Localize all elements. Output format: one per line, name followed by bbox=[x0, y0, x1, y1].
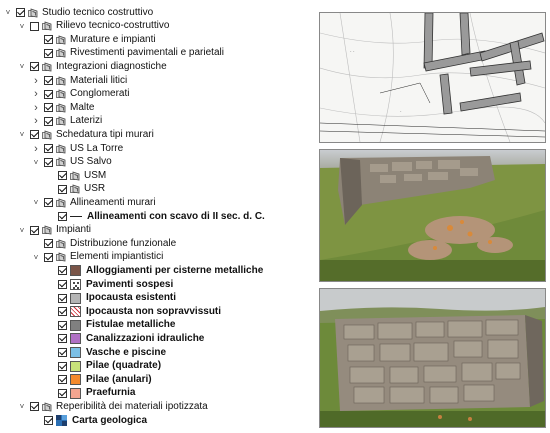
fill-symbol-icon bbox=[70, 293, 81, 304]
tree-spacer bbox=[46, 348, 54, 358]
chevron-down-icon[interactable]: ˅ bbox=[19, 21, 25, 31]
layer-visibility-checkbox[interactable] bbox=[44, 49, 53, 58]
layer-row[interactable] bbox=[46, 373, 152, 386]
layer-label: Canalizzazioni idrauliche bbox=[86, 332, 205, 344]
tree-spacer bbox=[32, 35, 40, 45]
wall-ruins-photo bbox=[319, 149, 546, 282]
layer-label: Distribuzione funzionale bbox=[70, 237, 177, 249]
fill-symbol-icon bbox=[70, 347, 81, 358]
layer-group-icon bbox=[56, 198, 66, 208]
chevron-down-icon[interactable]: ˅ bbox=[33, 198, 39, 208]
layer-row[interactable] bbox=[32, 115, 102, 128]
layer-label: Carta geologica bbox=[72, 414, 148, 426]
layer-visibility-checkbox[interactable] bbox=[58, 334, 67, 343]
layer-visibility-checkbox[interactable] bbox=[44, 198, 53, 207]
layer-row[interactable] bbox=[32, 33, 156, 46]
layer-visibility-checkbox[interactable] bbox=[58, 280, 67, 289]
chevron-down-icon[interactable]: ˅ bbox=[5, 8, 11, 17]
tree-spacer bbox=[46, 375, 54, 385]
layer-label: Fistulae metalliche bbox=[86, 319, 176, 331]
layer-label: Pavimenti sospesi bbox=[86, 278, 174, 290]
tree-spacer bbox=[46, 212, 54, 222]
chevron-down-icon[interactable]: ˅ bbox=[19, 130, 25, 140]
layer-visibility-checkbox[interactable] bbox=[58, 171, 67, 180]
chevron-down-icon[interactable]: ˅ bbox=[19, 402, 25, 412]
layer-group-icon bbox=[70, 171, 80, 181]
layer-row[interactable] bbox=[32, 101, 94, 114]
layer-row[interactable] bbox=[18, 128, 154, 141]
chevron-right-icon[interactable]: › bbox=[34, 74, 38, 87]
layer-label: Allineamenti con scavo di II sec. d. C. bbox=[87, 210, 265, 222]
layer-label: Malte bbox=[70, 101, 95, 113]
layer-label: Conglomerati bbox=[70, 88, 130, 100]
layer-visibility-checkbox[interactable] bbox=[58, 266, 67, 275]
layer-row[interactable] bbox=[46, 360, 161, 373]
layer-row[interactable] bbox=[32, 196, 156, 209]
layer-row[interactable] bbox=[46, 332, 204, 345]
survey-plan-drawing bbox=[320, 13, 545, 142]
layer-label: US La Torre bbox=[70, 142, 124, 154]
fill-symbol-icon bbox=[70, 388, 81, 399]
tree-spacer bbox=[46, 280, 54, 290]
layer-row[interactable] bbox=[32, 47, 224, 60]
chevron-down-icon[interactable]: ˅ bbox=[19, 62, 25, 72]
layer-visibility-checkbox[interactable] bbox=[58, 362, 67, 371]
fill-symbol-icon bbox=[70, 320, 81, 331]
tree-spacer bbox=[46, 307, 54, 317]
layer-visibility-checkbox[interactable] bbox=[44, 117, 53, 126]
fill-symbol-icon bbox=[70, 374, 81, 385]
wall-ruins-scene bbox=[320, 150, 545, 281]
tree-spacer bbox=[32, 48, 40, 58]
layer-visibility-checkbox[interactable] bbox=[58, 185, 67, 194]
layer-row[interactable] bbox=[18, 400, 208, 413]
layer-visibility-checkbox[interactable] bbox=[30, 130, 39, 139]
layer-visibility-checkbox[interactable] bbox=[58, 321, 67, 330]
layer-label: Materiali litici bbox=[70, 74, 128, 86]
layer-group-icon bbox=[42, 402, 52, 412]
layer-group-icon bbox=[42, 21, 52, 31]
svg-text:·: · bbox=[400, 109, 402, 115]
layer-label: Praefurnia bbox=[86, 387, 136, 399]
dot-pattern-symbol-icon bbox=[70, 279, 81, 290]
layer-row[interactable] bbox=[4, 6, 153, 19]
layer-label: Pilae (quadrate) bbox=[86, 360, 162, 372]
layer-label: US Salvo bbox=[70, 156, 112, 168]
layer-row[interactable] bbox=[46, 264, 263, 277]
layer-label: Elementi impiantistici bbox=[70, 251, 164, 263]
line-symbol-icon bbox=[70, 216, 82, 217]
layer-group-icon bbox=[56, 89, 66, 99]
layer-visibility-checkbox[interactable] bbox=[30, 402, 39, 411]
layer-group-icon bbox=[56, 252, 66, 262]
tree-spacer bbox=[46, 293, 54, 303]
layer-row[interactable] bbox=[32, 251, 163, 264]
layer-group-icon bbox=[56, 48, 66, 58]
tree-spacer bbox=[46, 334, 54, 344]
layer-row[interactable] bbox=[32, 156, 112, 169]
chevron-right-icon[interactable]: › bbox=[34, 115, 38, 128]
raster-layer-icon bbox=[56, 415, 67, 426]
layer-row[interactable] bbox=[46, 292, 176, 305]
layer-row[interactable] bbox=[46, 346, 166, 359]
layer-row[interactable] bbox=[32, 74, 127, 87]
layer-label: Studio tecnico costruttivo bbox=[42, 6, 154, 18]
svg-text:· ·: · · bbox=[350, 49, 355, 55]
fill-symbol-icon bbox=[70, 361, 81, 372]
layer-group-icon bbox=[56, 76, 66, 86]
layer-visibility-checkbox[interactable] bbox=[44, 416, 53, 425]
layer-label: Rivestimenti pavimentali e parietali bbox=[70, 47, 224, 59]
tree-spacer bbox=[46, 171, 54, 181]
layer-visibility-checkbox[interactable] bbox=[44, 253, 53, 262]
layer-label: Reperibilità dei materiali ipotizzata bbox=[56, 400, 208, 412]
chevron-down-icon[interactable]: ˅ bbox=[33, 157, 39, 167]
layer-group-icon bbox=[56, 103, 66, 113]
layer-visibility-checkbox[interactable] bbox=[44, 35, 53, 44]
layer-row[interactable] bbox=[32, 237, 176, 250]
layer-label: Murature e impianti bbox=[70, 33, 156, 45]
layer-label: Ipocausta non sopravvissuti bbox=[86, 305, 222, 317]
wall-closeup-photo bbox=[319, 288, 546, 428]
layer-label: USM bbox=[84, 169, 107, 181]
layer-row[interactable] bbox=[46, 319, 175, 332]
layer-visibility-checkbox[interactable] bbox=[44, 76, 53, 85]
layer-label: Pilae (anulari) bbox=[86, 373, 152, 385]
wall-closeup-scene bbox=[320, 289, 545, 427]
layer-visibility-checkbox[interactable] bbox=[58, 294, 67, 303]
layer-group-icon bbox=[42, 130, 52, 140]
tree-spacer bbox=[46, 361, 54, 371]
layer-row[interactable] bbox=[46, 278, 173, 291]
layer-row[interactable] bbox=[18, 224, 91, 237]
layer-visibility-checkbox[interactable] bbox=[30, 22, 39, 31]
chevron-down-icon[interactable]: ˅ bbox=[33, 252, 39, 262]
layer-visibility-checkbox[interactable] bbox=[58, 307, 67, 316]
tree-spacer bbox=[32, 416, 40, 426]
layer-group-icon bbox=[56, 35, 66, 45]
layer-row[interactable] bbox=[18, 60, 167, 73]
layer-label: Alloggiamenti per cisterne metalliche bbox=[86, 264, 264, 276]
layer-label: Integrazioni diagnostiche bbox=[56, 60, 167, 72]
chevron-down-icon[interactable]: ˅ bbox=[19, 225, 25, 235]
tree-spacer bbox=[46, 266, 54, 276]
layer-label: Vasche e piscine bbox=[86, 346, 167, 358]
layer-row[interactable] bbox=[32, 414, 147, 427]
chevron-right-icon[interactable]: › bbox=[34, 88, 38, 101]
layer-label: Impianti bbox=[56, 224, 92, 236]
layer-label: USR bbox=[84, 183, 106, 195]
fill-symbol-icon bbox=[70, 265, 81, 276]
tree-spacer bbox=[32, 239, 40, 249]
chevron-right-icon[interactable]: › bbox=[34, 101, 38, 114]
layer-label: Ipocausta esistenti bbox=[86, 292, 177, 304]
layer-label: Allineamenti murari bbox=[70, 196, 156, 208]
layer-visibility-checkbox[interactable] bbox=[44, 90, 53, 99]
layer-visibility-checkbox[interactable] bbox=[44, 158, 53, 167]
layer-visibility-checkbox[interactable] bbox=[16, 8, 25, 17]
layer-visibility-checkbox[interactable] bbox=[58, 348, 67, 357]
layer-group-icon bbox=[42, 225, 52, 235]
layer-group-icon bbox=[70, 184, 80, 194]
fill-symbol-icon bbox=[70, 333, 81, 344]
layer-group-icon bbox=[28, 8, 38, 18]
layer-row[interactable] bbox=[46, 169, 106, 182]
layer-row[interactable] bbox=[32, 88, 129, 101]
layer-group-icon bbox=[56, 157, 66, 167]
layer-visibility-checkbox[interactable] bbox=[44, 144, 53, 153]
layer-row[interactable] bbox=[46, 210, 265, 223]
layer-group-icon bbox=[56, 144, 66, 154]
layer-visibility-checkbox[interactable] bbox=[58, 375, 67, 384]
layer-group-icon bbox=[42, 62, 52, 72]
tree-spacer bbox=[46, 184, 54, 194]
layer-group-icon bbox=[56, 239, 66, 249]
tree-spacer bbox=[46, 320, 54, 330]
layer-label: Schedatura tipi murari bbox=[56, 128, 154, 140]
layer-row[interactable] bbox=[18, 20, 169, 33]
layer-visibility-checkbox[interactable] bbox=[30, 62, 39, 71]
layer-label: Rilievo tecnico-costruttivo bbox=[56, 20, 170, 32]
layer-visibility-checkbox[interactable] bbox=[44, 103, 53, 112]
survey-plan-image bbox=[319, 12, 546, 143]
layer-group-icon bbox=[56, 116, 66, 126]
layer-visibility-checkbox[interactable] bbox=[58, 389, 67, 398]
layer-visibility-checkbox[interactable] bbox=[44, 239, 53, 248]
hatch-symbol-icon bbox=[70, 306, 81, 317]
layer-row[interactable] bbox=[32, 142, 123, 155]
layer-row[interactable] bbox=[46, 305, 221, 318]
layer-visibility-checkbox[interactable] bbox=[58, 212, 67, 221]
layer-row[interactable] bbox=[46, 387, 135, 400]
layer-row[interactable] bbox=[46, 183, 105, 196]
chevron-right-icon[interactable]: › bbox=[34, 142, 38, 155]
layer-visibility-checkbox[interactable] bbox=[30, 226, 39, 235]
tree-spacer bbox=[46, 388, 54, 398]
layer-label: Laterizi bbox=[70, 115, 103, 127]
